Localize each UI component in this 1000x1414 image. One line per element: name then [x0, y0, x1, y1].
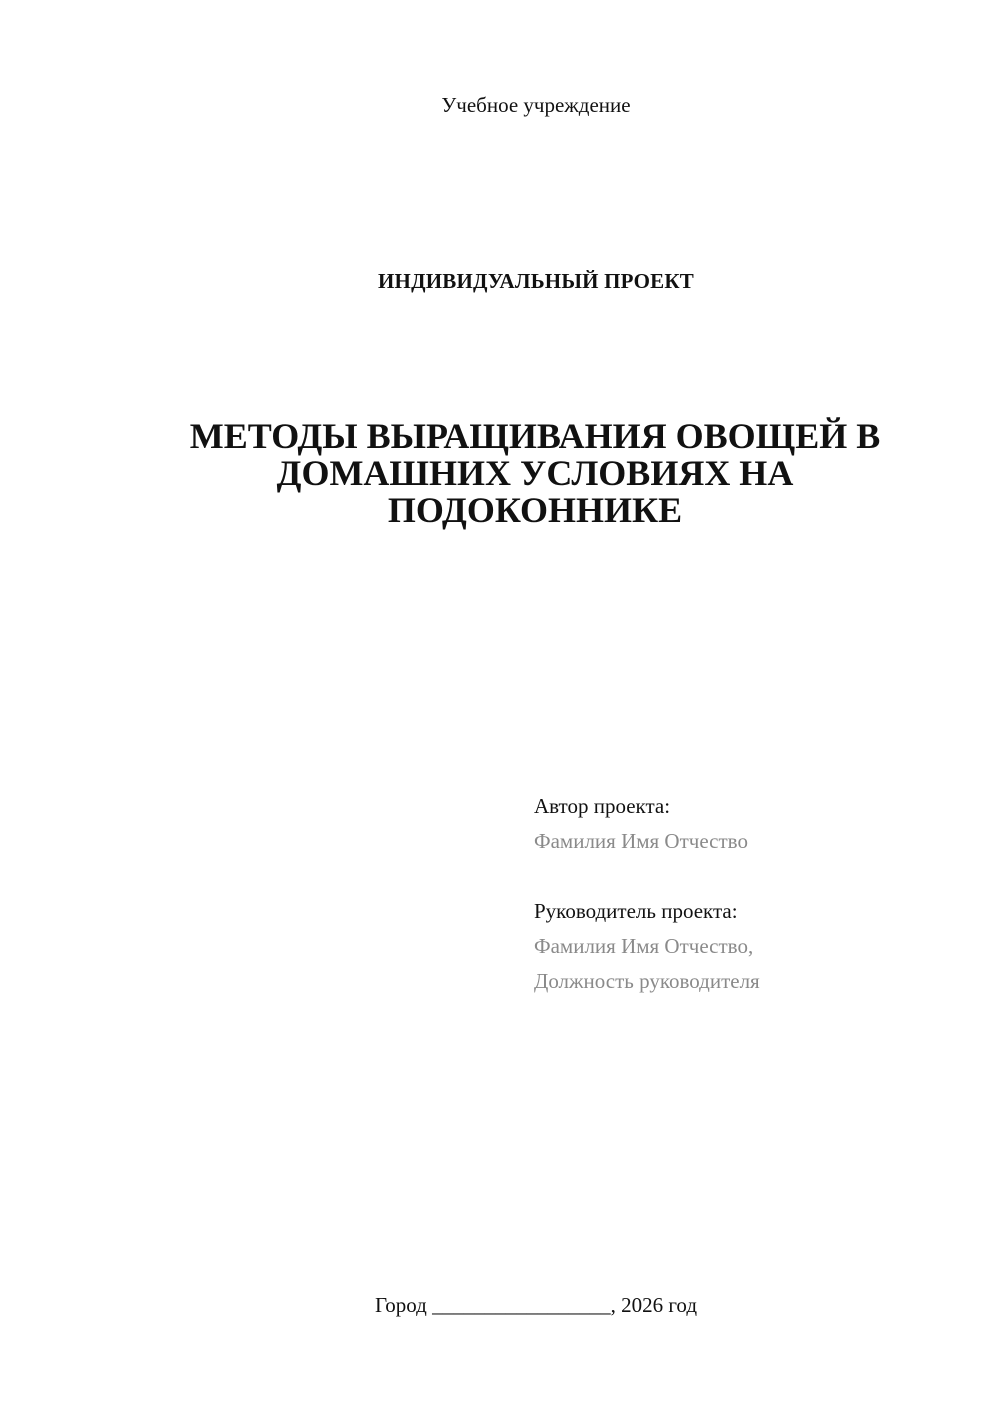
supervisor-position: Должность руководителя	[534, 969, 760, 993]
credits-block	[534, 789, 974, 999]
institution-name: Учебное учреждение	[441, 93, 631, 117]
title-line: ДОМАШНИХ УСЛОВИЯХ НА	[276, 453, 794, 493]
title-line: МЕТОДЫ ВЫРАЩИВАНИЯ ОВОЩЕЙ В	[189, 416, 881, 456]
supervisor-label: Руководитель проекта:	[534, 899, 738, 923]
spacer	[534, 859, 974, 894]
document-type: ИНДИВИДУАЛЬНЫЙ ПРОЕКТ	[378, 269, 694, 293]
author-name: Фамилия Имя Отчество	[534, 829, 748, 853]
project-title	[120, 418, 950, 529]
supervisor-name: Фамилия Имя Отчество,	[534, 934, 754, 958]
city-year-line: Город _________________, 2026 год	[374, 1293, 698, 1317]
author-label: Автор проекта:	[534, 794, 671, 818]
title-line: ПОДОКОННИКЕ	[387, 490, 683, 530]
